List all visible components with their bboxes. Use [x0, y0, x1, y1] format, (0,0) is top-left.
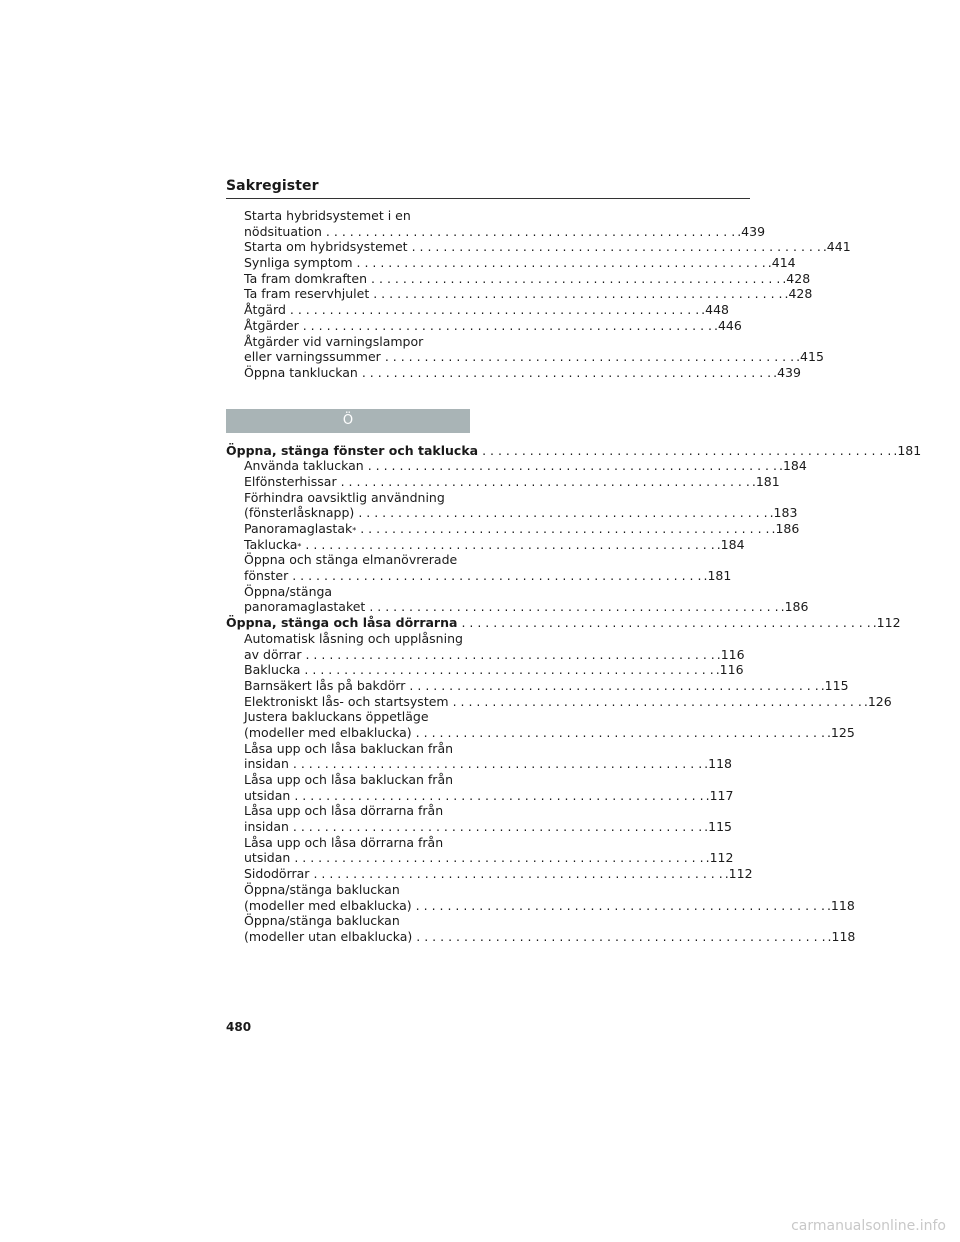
- entry-text: Öppna tankluckan: [244, 364, 358, 380]
- entry-text: fönster: [244, 568, 289, 584]
- entry-text: insidan: [244, 819, 289, 835]
- leader-dots: [449, 694, 862, 710]
- leader-dots: [369, 286, 782, 302]
- page-header-title: Sakregister: [226, 178, 319, 194]
- index-sub-entry: [226, 787, 734, 804]
- index-sub-entry: [226, 631, 470, 647]
- index-sub-entry: [226, 693, 892, 710]
- entry-page-ref: .186: [780, 599, 809, 615]
- entry-page-ref: .116: [715, 662, 744, 678]
- index-sub-entry: [226, 208, 470, 224]
- leader-dots: [288, 568, 701, 584]
- index-sub-entry: [226, 552, 470, 568]
- index-sub-entry: [226, 646, 745, 663]
- index-sub-entry: [226, 724, 855, 741]
- leader-dots: [354, 505, 767, 521]
- index-sub-entry: [226, 662, 744, 678]
- entry-page-ref: .415: [796, 349, 824, 365]
- entry-text: nödsituation: [244, 223, 322, 239]
- entry-text: Åtgärd: [244, 302, 286, 318]
- leader-dots: [412, 898, 825, 914]
- entry-text: eller varningssummer: [244, 349, 381, 365]
- entry-page-ref: .118: [827, 928, 856, 944]
- entry-page-ref: .115: [820, 677, 849, 693]
- index-sub-entry: [226, 505, 798, 521]
- index-sub-entry: [226, 677, 849, 694]
- leader-dots: [412, 929, 825, 945]
- leader-dots: [301, 537, 714, 553]
- entry-page-ref: .126: [863, 693, 892, 709]
- index-sub-entry: [226, 819, 733, 835]
- entry-text: Elektroniskt lås- och startsystem: [244, 693, 449, 709]
- entry-text: Öppna, stänga fönster och taklucka: [226, 442, 479, 458]
- index-sub-entry: [226, 334, 470, 350]
- entry-text: (modeller med elbaklucka): [244, 724, 412, 740]
- entry-text: Låsa upp och låsa bakluckan från: [244, 740, 454, 756]
- index-sub-entry: [226, 255, 796, 271]
- entry-page-ref: .118: [826, 897, 855, 913]
- entry-text: (fönsterlåsknapp): [244, 505, 355, 521]
- leader-dots: [286, 302, 699, 318]
- entry-text: Öppna, stänga och låsa dörrarna: [226, 615, 458, 631]
- leader-dots: [365, 599, 778, 615]
- entry-text: Synliga symptom: [244, 255, 353, 271]
- index-list-after: [226, 442, 922, 945]
- index-sub-entry: [226, 913, 470, 929]
- index-list-before: [226, 208, 851, 381]
- entry-text: Låsa upp och låsa bakluckan från: [244, 772, 454, 787]
- entry-text: Justera bakluckans öppetläge: [244, 709, 429, 725]
- entry-page-ref: .118: [704, 756, 733, 772]
- leader-dots: [300, 662, 713, 678]
- index-sub-entry: [226, 803, 470, 819]
- leader-dots: [405, 678, 818, 694]
- index-sub-entry: [226, 568, 732, 584]
- entry-text: utsidan: [244, 787, 291, 803]
- entry-text: Använda takluckan: [244, 458, 364, 474]
- entry-page-ref: .439: [737, 223, 766, 239]
- entry-page-ref: .181: [751, 473, 780, 489]
- entry-text: Starta om hybridsystemet: [244, 239, 408, 255]
- index-sub-entry: [226, 490, 470, 506]
- entry-page-ref: .184: [778, 458, 807, 474]
- entry-page-ref: .441: [822, 239, 851, 255]
- index-sub-entry: [226, 302, 730, 318]
- leader-dots: [353, 255, 766, 271]
- entry-page-ref: .446: [714, 317, 742, 333]
- entry-page-ref: .183: [769, 505, 798, 521]
- entry-text: Åtgärder vid varningslampor: [244, 333, 424, 349]
- entry-page-ref: .112: [705, 850, 734, 866]
- index-sub-entry: [226, 473, 780, 490]
- entry-page-ref: .448: [701, 302, 730, 318]
- entry-text: Låsa upp och låsa dörrarna från: [244, 803, 444, 819]
- entry-text: Starta hybridsystemet i en: [244, 208, 411, 223]
- leader-dots: [412, 725, 825, 741]
- entry-text: Öppna och stänga elmanövrerade: [244, 552, 458, 568]
- entry-page-ref: .184: [716, 536, 745, 552]
- entry-text: utsidan: [244, 850, 291, 866]
- entry-text: Sidodörrar: [244, 866, 310, 882]
- entry-text: Öppna/stänga: [244, 583, 333, 599]
- entry-text: Åtgärder: [244, 317, 299, 333]
- leader-dots: [457, 615, 870, 631]
- leader-dots: [337, 474, 750, 490]
- entry-text: av dörrar: [244, 646, 302, 662]
- entry-page-ref: .439: [773, 364, 801, 380]
- leader-dots: [356, 521, 769, 537]
- index-sub-entry: [226, 850, 734, 866]
- entry-text: Öppna/stänga bakluckan: [244, 881, 400, 897]
- leader-dots: [364, 458, 777, 474]
- entry-page-ref: .125: [826, 724, 855, 740]
- index-sub-entry: [226, 928, 856, 945]
- index-sub-entry: [226, 317, 742, 334]
- index-sub-entry: [226, 349, 824, 365]
- entry-text: Öppna/stänga bakluckan: [244, 913, 400, 929]
- index-sub-entry: [226, 709, 470, 725]
- index-sub-entry: [226, 756, 733, 772]
- leader-dots: [290, 788, 703, 804]
- index-sub-entry: [226, 239, 851, 255]
- entry-page-ref: .181: [703, 568, 732, 584]
- entry-page-ref: .428: [782, 270, 811, 286]
- index-sub-entry: Panoramaglastak * . . . .186: [226, 521, 470, 537]
- entry-page-ref: .112: [872, 615, 901, 631]
- entry-text: Taklucka: [244, 536, 298, 552]
- footer-watermark: carmanualsonline.info: [791, 1218, 946, 1234]
- index-sub-entry: [226, 584, 470, 600]
- entry-page-ref: .181: [893, 442, 922, 458]
- leader-dots: [367, 271, 780, 287]
- entry-text: Baklucka: [244, 662, 301, 678]
- entry-text: Förhindra oavsiktlig användning: [244, 489, 445, 505]
- index-sub-entry: Taklucka * . . . .184: [226, 537, 470, 553]
- leader-dots: [408, 239, 821, 255]
- leader-dots: [289, 756, 702, 772]
- entry-page-ref: .186: [771, 521, 800, 536]
- index-sub-entry: [226, 458, 807, 474]
- entry-text: Automatisk låsning och upplåsning: [244, 630, 463, 646]
- entry-text: Låsa upp och låsa dörrarna från: [244, 834, 444, 850]
- entry-text: insidan: [244, 756, 289, 772]
- entry-page-ref: .428: [784, 286, 813, 302]
- leader-dots: [309, 866, 722, 882]
- leader-dots: [381, 349, 794, 365]
- leader-dots: [299, 318, 712, 334]
- entry-text: Ta fram domkraften: [244, 270, 368, 286]
- index-sub-entry: [226, 223, 766, 240]
- index-sub-entry: [226, 270, 811, 287]
- index-sub-entry: [226, 866, 753, 882]
- index-sub-entry: [226, 882, 470, 898]
- entry-page-ref: .116: [716, 646, 745, 662]
- entry-page-ref: .115: [704, 819, 733, 835]
- section-letter-bar: Ö: [226, 409, 470, 433]
- leader-dots: [301, 647, 714, 663]
- entry-text: panoramaglastaket: [244, 599, 366, 615]
- index-sub-entry: [226, 741, 470, 757]
- entry-text: Ta fram reservhjulet: [244, 286, 370, 302]
- header-rule: [226, 198, 750, 199]
- leader-dots: [478, 443, 891, 459]
- entry-text: Elfönsterhissar: [244, 473, 337, 489]
- page-number: 480: [226, 1020, 252, 1034]
- entry-page-ref: .117: [705, 787, 734, 803]
- index-sub-entry: [226, 772, 470, 788]
- entry-text: Panoramaglastak: [244, 521, 353, 536]
- index-sub-entry: [226, 599, 809, 615]
- leader-dots: [289, 819, 702, 835]
- entry-page-ref: .112: [724, 866, 753, 882]
- leader-dots: [322, 224, 735, 240]
- index-column: [226, 208, 922, 945]
- index-main-entry: [226, 615, 901, 631]
- index-sub-entry: [226, 897, 855, 914]
- entry-text: (modeller utan elbaklucka): [244, 928, 413, 944]
- leader-dots: [358, 365, 771, 381]
- entry-page-ref: .414: [767, 255, 796, 271]
- index-sub-entry: [226, 364, 801, 381]
- index-sub-entry: [226, 835, 470, 851]
- leader-dots: [290, 850, 703, 866]
- entry-text: Barnsäkert lås på bakdörr: [244, 677, 406, 693]
- index-main-entry: [226, 442, 922, 459]
- entry-text: (modeller med elbaklucka): [244, 897, 412, 913]
- index-sub-entry: [226, 286, 813, 302]
